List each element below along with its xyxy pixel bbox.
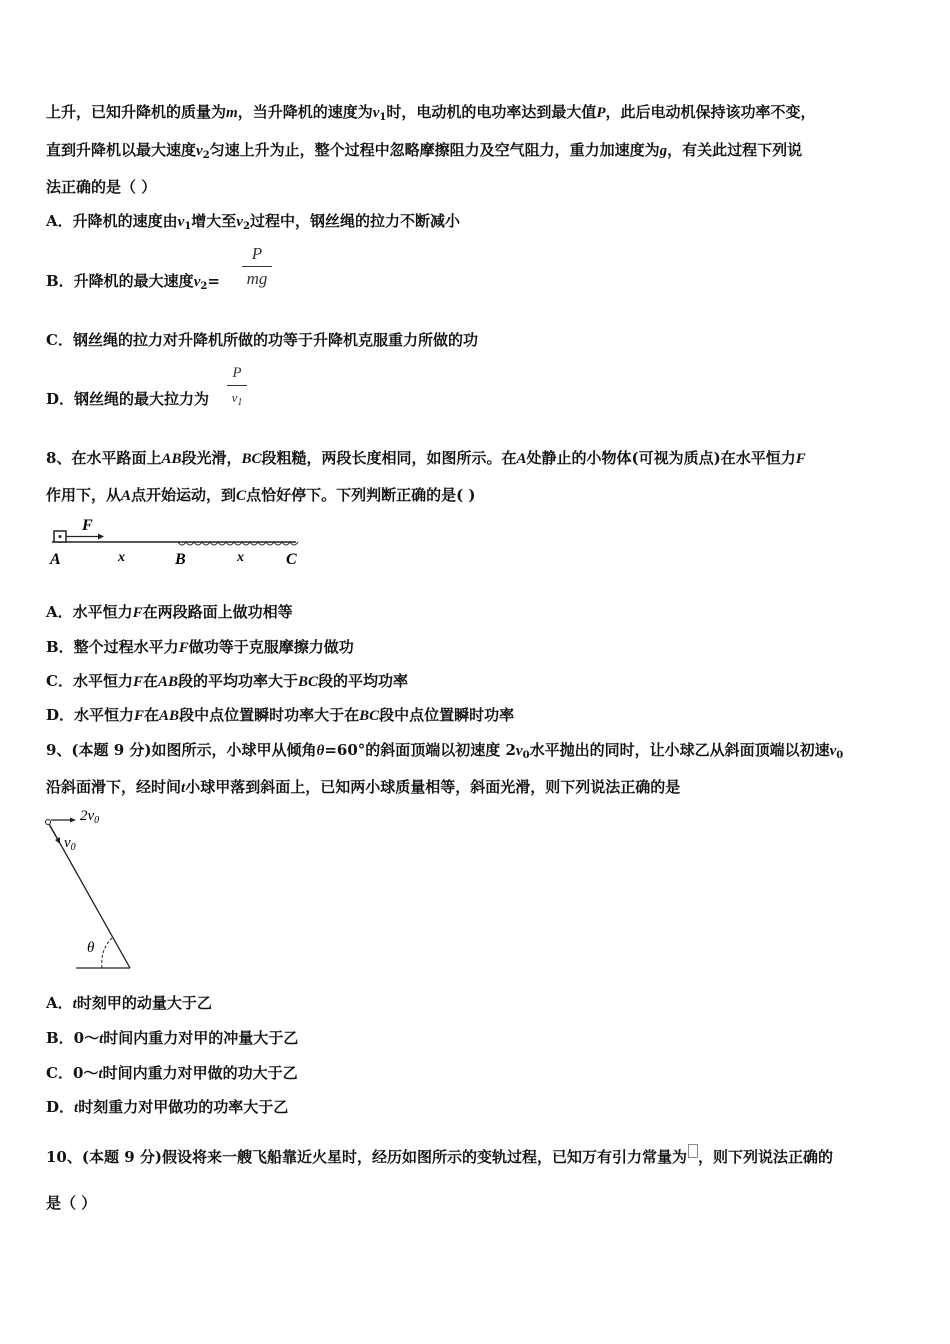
q8-option-a: A．水平恒力F在两段路面上做功相等 xyxy=(46,603,293,621)
var-m: m xyxy=(226,105,238,121)
q7-stem-line3: 法正确的是（ ） xyxy=(46,178,157,196)
q7-option-b-fraction: P mg xyxy=(242,244,272,289)
q7-option-a: A．升降机的速度由$v_1$增大至$v_2$过程中，钢丝绳的拉力不断减小 xyxy=(46,212,460,232)
label-v0: $v_0$ xyxy=(64,835,76,853)
q7-option-b: B．升降机的最大速度$v_2=$ xyxy=(46,272,220,292)
q7-option-c: C．钢丝绳的拉力对升降机所做的功等于升降机克服重力所做的功 xyxy=(46,331,478,349)
missing-symbol-placeholder xyxy=(688,1144,698,1158)
ball xyxy=(46,820,51,825)
angle-arc xyxy=(102,938,112,968)
segment-bc-label: x xyxy=(237,550,244,565)
q9-stem-line1: 9、(本题 9 分)如图所示，小球甲从倾角θ=60°的斜面顶端以初速度 $2v_0$水平抛出的同时，让小球乙从斜面顶端以初速$v_0$ xyxy=(46,741,844,761)
velocity-2v0-arrowhead xyxy=(70,818,76,823)
velocity-v0-arrow xyxy=(50,826,58,840)
q8-stem-line1: 8、在水平路面上AB段光滑，BC段粗糙，两段长度相同，如图所示。在A处静止的小物体(可视为质点)在水平恒力F xyxy=(46,449,806,467)
q7-stem-line1: 上升，已知升降机的质量为m，当升降机的速度为$v_1$时，电动机的电功率达到最大值P，此后电动机保持该功率不变， xyxy=(46,103,816,123)
q10-stem-line1: 10、(本题 9 分)假设将来一艘飞船靠近火星时，经历如图所示的变轨过程，已知万有引力常量为 ，则下列说法正确的 xyxy=(46,1144,833,1167)
q8-figure xyxy=(46,515,306,570)
q7-option-d-fraction: P $v_1$ xyxy=(227,363,247,413)
point-b-label: B xyxy=(175,551,186,568)
q8-option-b: B．整个过程水平力F做功等于克服摩擦力做功 xyxy=(46,638,354,656)
force-label: F xyxy=(82,517,93,534)
q7-stem-line2: 直到升降机以最大速度$v_2$匀速上升为止，整个过程中忽略摩擦阻力及空气阻力，重力加速度为g，有关此过程下列说 xyxy=(46,141,803,161)
q9-figure xyxy=(40,805,140,975)
q9-option-c: C．0～t时间内重力对甲做的功大于乙 xyxy=(46,1064,298,1082)
label-theta: θ xyxy=(87,940,95,956)
q8-option-d: D．水平恒力F在AB段中点位置瞬时功率大于在BC段中点位置瞬时功率 xyxy=(46,706,515,724)
segment-ab-label: x xyxy=(118,550,125,565)
q9-stem-line2: 沿斜面滑下，经时间t小球甲落到斜面上，已知两小球质量相等，斜面光滑，则下列说法正确的是 xyxy=(46,778,681,796)
q8-stem-line2: 作用下，从A点开始运动，到C点恰好停下。下列判断正确的是( ) xyxy=(46,486,476,504)
label-2v0: $2v_0$ xyxy=(80,808,100,826)
force-arrowhead xyxy=(98,534,104,540)
q9-option-b: B．0～t时间内重力对甲的冲量大于乙 xyxy=(46,1029,299,1047)
block-dot xyxy=(59,535,62,538)
point-c-label: C xyxy=(286,551,297,568)
q8-option-c: C．水平恒力F在AB段的平均功率大于BC段的平均功率 xyxy=(46,672,409,690)
q7-option-d: D．钢丝绳的最大拉力为 xyxy=(46,390,210,408)
q9-option-d: D．t时刻重力对甲做功的功率大于乙 xyxy=(46,1098,289,1116)
q10-stem-line2: 是（ ） xyxy=(46,1194,97,1212)
q9-option-a: A．t时刻甲的动量大于乙 xyxy=(46,994,212,1012)
point-a-label: A xyxy=(50,551,61,568)
